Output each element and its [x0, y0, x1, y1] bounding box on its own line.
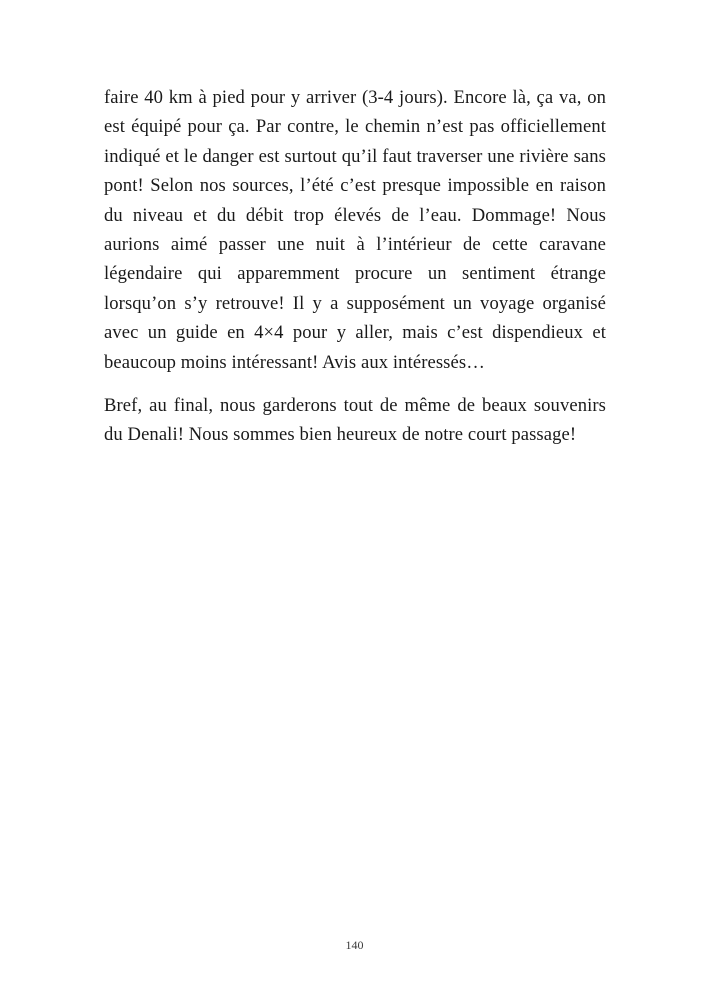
body-paragraph: faire 40 km à pied pour y arriver (3-4 jours). Encore là, ça va, on est équipé pour ça. Par contre, le chemin n’est pas officiellement indiqué et le danger est surtout qu’il faut traverser une rivière sans pont! Selon nos sources, l’été c’est presque impossible en raison du niveau et du débit trop élevés de l’eau. Dommage! Nous aurions aimé passer une nuit à l’intérieur de cette caravane légendaire qui apparemment procure un sentiment étrange lorsqu’on s’y retrouve! Il y a supposément un voyage organisé avec un guide en 4×4 pour y aller, mais c’est dispendieux et beaucoup moins intéressant! Avis aux intéressés… [104, 87, 606, 373]
page-text-block [104, 83, 606, 464]
page-number: 140 [345, 938, 364, 952]
body-paragraph: Bref, au final, nous garderons tout de même de beaux souvenirs du Denali! Nous sommes bien heureux de notre court passage! [104, 395, 606, 446]
